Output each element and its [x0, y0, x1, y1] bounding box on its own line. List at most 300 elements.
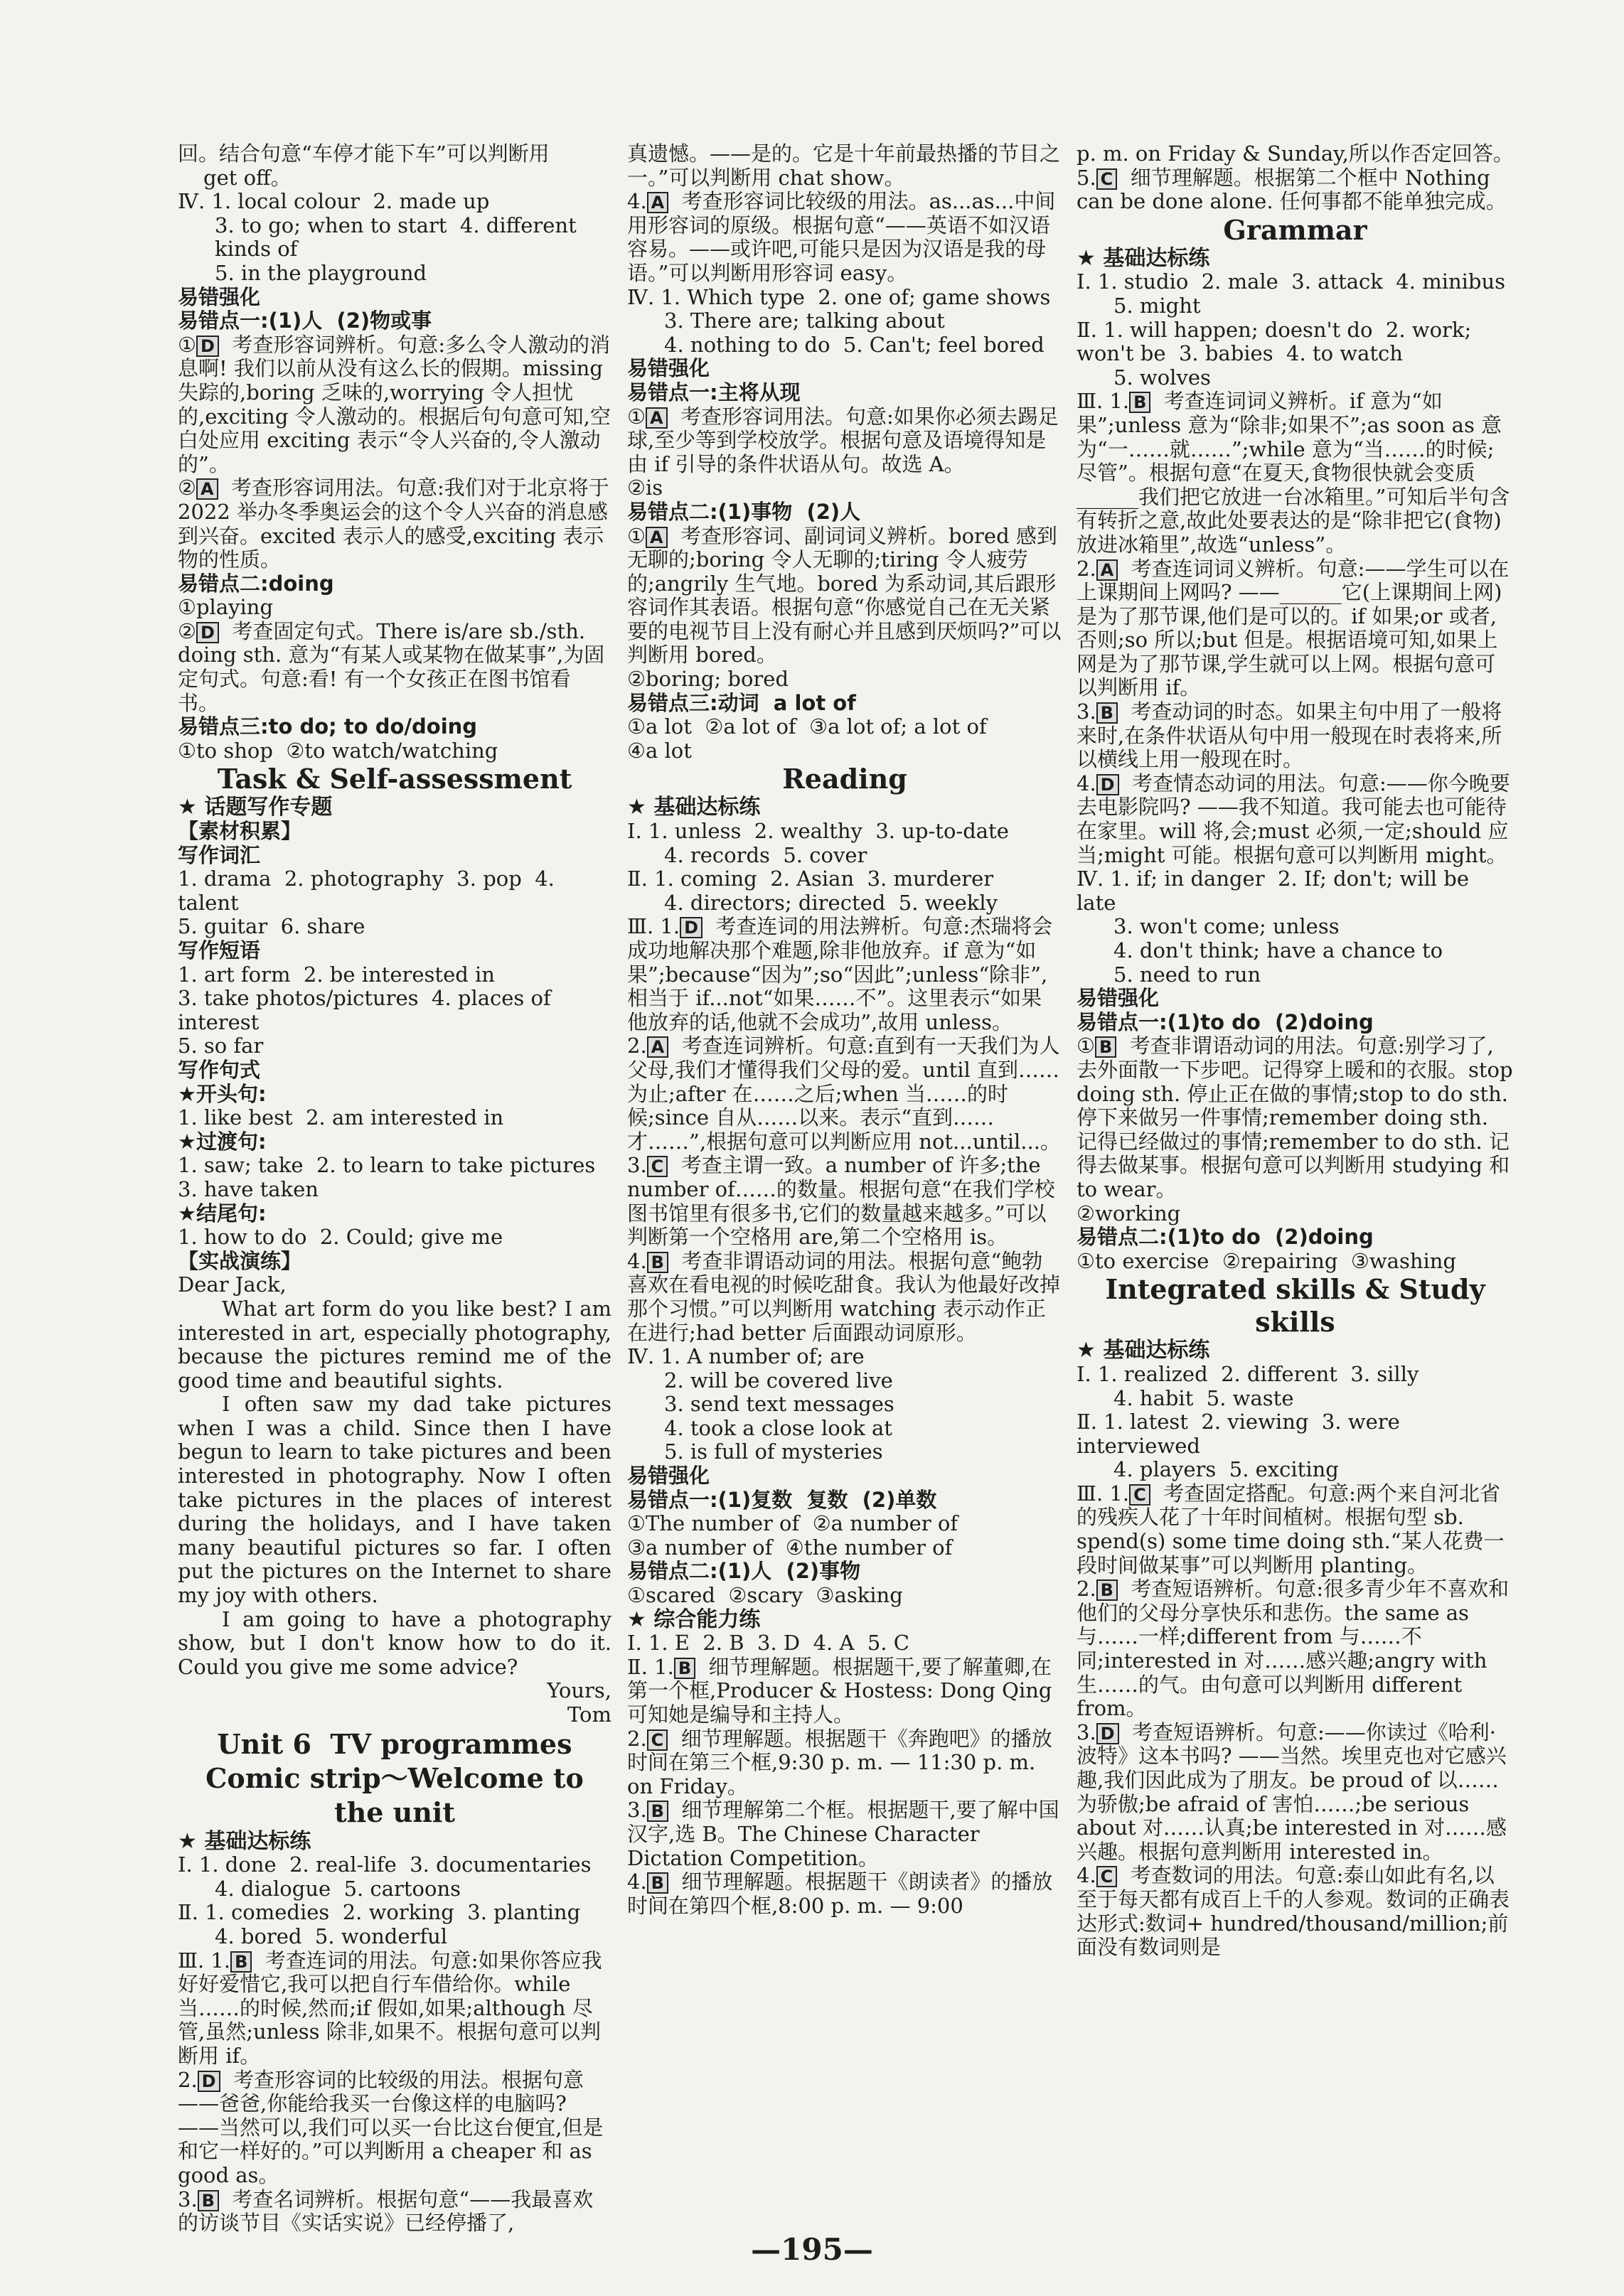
line-text: 易错点三:to do; to do/doing: [178, 714, 478, 739]
text-line: [1077, 1250, 1514, 1274]
answer-letter-box: D: [680, 917, 703, 938]
text-line: [1077, 1458, 1514, 1482]
text-line: [178, 1606, 619, 1680]
answer-letter-box: B: [647, 1252, 668, 1273]
line-text: 基础达标练: [653, 795, 761, 820]
answer-letter-box: B: [647, 1872, 668, 1894]
line-text: 2. will be covered live: [664, 1368, 893, 1393]
explanation-text: 细节理解题。根据题干《奔跑吧》的播放时间在第三个框,9:30 p. m. — 11:30 p. m. on Friday。: [627, 1726, 1052, 1798]
text-line: [627, 1345, 1062, 1369]
text-line: [1077, 1273, 1514, 1339]
text-line: [627, 820, 1062, 844]
line-text: Ⅲ. 1.: [1077, 389, 1130, 414]
text-line: [178, 1761, 611, 1830]
line-text: 4. dialogue 5. cartoons: [215, 1876, 461, 1901]
line-text: ★开头句:: [178, 1081, 267, 1106]
text-line: [1077, 915, 1514, 939]
text-line: [178, 1392, 619, 1608]
text-line: [1077, 366, 1514, 390]
line-text: 话题写作专题: [204, 795, 333, 820]
answer-letter-box: B: [230, 1951, 252, 1973]
text-line: [1077, 166, 1514, 214]
explanation-text: 考查固定搭配。句意:两个来自河北省的残疾人花了十年时间植树。根据句型 sb. spend(s) some time doing sth.“某人花费一段时间做某事”可以判断用 planting。: [1077, 1481, 1505, 1577]
text-line: [627, 190, 1062, 285]
line-text: Ⅲ. 1.: [178, 1948, 231, 1973]
line-text: 真遗憾。——是的。它是十年前最热播的节目之一。”可以判断用 chat show。: [627, 141, 1061, 190]
text-line: [178, 1202, 611, 1226]
line-text: 基础达标练: [1103, 1338, 1210, 1363]
text-line: [627, 1798, 1062, 1870]
text-line: [178, 309, 611, 333]
line-text: 2.: [1077, 556, 1096, 581]
text-line: [178, 2188, 611, 2236]
line-text: ①The number of ②a number of: [627, 1511, 958, 1536]
line-text: ③a number of ④the number of: [627, 1535, 953, 1560]
line-text: ①to exercise ②repairing ③washing: [1077, 1248, 1457, 1273]
explanation-text: 细节理解题。根据第二个框中 Nothing can be done alone. 任何事都不能单独完成。: [1077, 165, 1507, 214]
answer-letter-box: C: [1096, 168, 1118, 190]
answer-letter-box: C: [1129, 1484, 1150, 1506]
text-line: [178, 1250, 611, 1274]
text-line: [178, 572, 611, 596]
line-text: 1. art form 2. be interested in: [178, 962, 495, 987]
text-line: [627, 739, 1062, 763]
explanation-text: 细节理解题。根据题干《朗读者》的播放时间在第四个框,8:00 p. m. — 9:00: [627, 1869, 1053, 1918]
line-text: Ⅰ. 1. realized 2. different 3. silly: [1077, 1361, 1419, 1386]
text-line: [1077, 557, 1514, 701]
line-text: ★结尾句:: [178, 1201, 267, 1225]
answer-letter-box: C: [647, 1156, 668, 1177]
explanation-text: 考查短语辨析。句意:很多青少年不喜欢和他们的父母分享快乐和悲伤。the same as 与……一样;different from 与……不同;interested in 对……感兴趣;angry with 生……的气。由句意可以判断用 different from。: [1077, 1577, 1510, 1721]
text-line: [178, 963, 611, 987]
text-line: [178, 820, 611, 844]
line-text: 易错强化: [1077, 986, 1160, 1011]
line-text: I often saw my dad take pictures when I was a child. Since then I have begun to learn to take pictures and been interested in photography. Now I often take pictures in the places of interest during the holidays, and I have taken many beautiful pictures so far. I often put the pictures on the Internet to share my joy with others.: [178, 1392, 619, 1608]
text-line: [178, 1877, 611, 1901]
line-text: 3.: [627, 1798, 647, 1823]
explanation-text: 考查形容词比较级的用法。as...as...中间用形容词的原级。根据句意“——英语不如汉语容易。——或许吧,可能只是因为汉语是我的母语。”可以判断用形容词 easy。: [627, 189, 1056, 285]
line-text: 3. take photos/pictures 4. places of interest: [178, 986, 557, 1034]
line-text: 4. nothing to do 5. Can't; feel bored: [664, 332, 1045, 357]
text-line: [1077, 987, 1514, 1011]
answer-letter-box: B: [1096, 1579, 1118, 1601]
text-line: [627, 476, 1062, 500]
text-line: [178, 1225, 611, 1250]
text-line: [1077, 1034, 1519, 1201]
answer-letter-box: A: [646, 407, 668, 429]
line-text: 易错强化: [627, 356, 710, 381]
line-text: Ⅰ. 1. unless 2. wealthy 3. up-to-date: [627, 819, 1009, 844]
text-line: [627, 286, 1062, 310]
line-text: 5. so far: [178, 1034, 264, 1058]
text-line: [178, 1106, 611, 1130]
text-line: [627, 1631, 1062, 1656]
text-line: [627, 1034, 1062, 1154]
text-line: [178, 939, 611, 963]
text-line: [1077, 1864, 1514, 1959]
line-text: Ⅱ. 1. will happen; doesn't do 2. work; won't be 3. babies 4. to watch: [1077, 317, 1478, 366]
line-text: 综合能力练: [653, 1606, 761, 1632]
text-line: [178, 2069, 611, 2188]
text-line: [1077, 270, 1514, 294]
text-line: [627, 333, 1062, 358]
explanation-text: 考查主谓一致。a number of 许多;the number of……的数量。根据句意“在我们学校图书馆里有很多书,它们的数量越来越多。”可以判断第一个空格用 are,第二个空格用 is。: [627, 1153, 1055, 1250]
line-text: Ⅱ. 1. coming 2. Asian 3. murderer: [627, 867, 994, 891]
explanation-text: 考查连词辨析。句意:直到有一天我们为人父母,我们才懂得我们父母的爱。until 直到……为止;after 在……之后;when 当……的时候;since 自从……以来。表示“直到……才……”,根据句意可以判断应用 not...until...。: [627, 1034, 1061, 1154]
text-line: [627, 309, 1062, 333]
line-text: ②working: [1077, 1201, 1181, 1225]
line-text: 4.: [1077, 1863, 1096, 1888]
text-line: [1077, 867, 1514, 915]
line-text: 易错点二:(1)to do (2)doing: [1077, 1225, 1374, 1250]
line-text: 3.: [1077, 699, 1096, 724]
line-text: ①scared ②scary ③asking: [627, 1583, 903, 1608]
line-text: 4. don't think; have a chance to: [1113, 938, 1443, 962]
text-line: [627, 142, 1062, 190]
line-text: 易错强化: [627, 1464, 710, 1488]
text-line: [178, 286, 611, 310]
line-text: I am going to have a photography show, but I don't know how to do it. Could you give me some advice?: [178, 1606, 619, 1679]
line-text: 4.: [627, 1869, 647, 1894]
text-line: [627, 1440, 1062, 1464]
text-line: [1077, 1387, 1514, 1411]
line-text: 3. have taken: [178, 1176, 319, 1201]
text-line: [178, 476, 616, 572]
line-text: 3.: [1077, 1720, 1096, 1744]
text-line: [1077, 142, 1514, 166]
text-line: [627, 1870, 1062, 1918]
line-text: 5. in the playground: [215, 260, 427, 285]
line-text: Ⅱ. 1. comedies 2. working 3. planting: [178, 1900, 581, 1925]
text-line: [1077, 963, 1514, 987]
line-text: 易错点一:(1)人 (2)物或事: [178, 309, 432, 333]
text-line: [178, 1083, 611, 1107]
line-text: Ⅳ. 1. A number of; are: [627, 1344, 865, 1369]
column-middle: [627, 142, 1062, 1918]
text-line: [1077, 1225, 1514, 1250]
explanation-text: 考查动词的时态。如果主句中用了一般将来时,在条件状语从句中用一般现在时表将来,所以横线上用一般现在时。: [1077, 699, 1502, 772]
text-line: [627, 692, 1062, 716]
line-text: ①playing: [178, 595, 274, 620]
line-text: 5.: [1077, 165, 1096, 190]
line-text: 3. to go; when to start 4. different kinds of: [215, 213, 583, 262]
text-line: [178, 987, 611, 1034]
line-text: 易错点一:(1)复数 复数 (2)单数: [627, 1487, 937, 1512]
text-line: [178, 333, 611, 477]
text-line: [627, 1608, 1062, 1632]
line-text: 4. bored 5. wonderful: [215, 1924, 448, 1948]
text-line: [178, 867, 611, 915]
text-line: [627, 1417, 1062, 1441]
explanation-text: 考查连词的用法。句意:如果你答应我好好爱惜它,我可以把自行车借给你。while 当……的时候,然而;if 假如,如果;although 尽管,虽然;unless 除非,如果不。根据句意可以判断用 if。: [178, 1948, 602, 2068]
line-text: ①: [1077, 1034, 1095, 1058]
text-line: [1077, 700, 1514, 772]
text-line: [627, 357, 1062, 381]
line-text: 【素材积累】: [178, 819, 302, 844]
text-line: [178, 739, 611, 763]
text-line: [178, 1034, 611, 1058]
line-text: 3.: [178, 2187, 198, 2211]
line-text: Ⅱ. 1.: [627, 1654, 674, 1679]
line-text: 4. directors; directed 5. weekly: [664, 890, 998, 915]
line-text: 3. send text messages: [664, 1392, 894, 1417]
text-line: [1077, 1721, 1514, 1865]
line-text: 1. how to do 2. Could; give me: [178, 1225, 503, 1250]
text-line: [627, 763, 1062, 795]
text-line: [1077, 1339, 1514, 1363]
text-line: [178, 715, 611, 739]
text-line: [627, 500, 1062, 525]
text-line: [178, 166, 611, 191]
text-line: [1077, 294, 1514, 318]
explanation-text: 考查连词词义辨析。句意:——学生可以在上课期间上网吗? ——______它(上课期间上网)是为了那节课,他们是可以的。if 如果;or 或者,否则;so 所以;but 但是。根据语境可知,如果上网是为了那节课,学生就可以上网。根据句意可以判断用 if。: [1077, 556, 1510, 700]
line-text: ②boring; bored: [627, 667, 789, 692]
line-text: 易错点二:doing: [178, 571, 334, 596]
text-line: [627, 867, 1062, 891]
line-text: 易错点一:(1)to do (2)doing: [1077, 1009, 1374, 1034]
text-line: [178, 596, 611, 620]
line-text: ★过渡句:: [178, 1129, 267, 1154]
text-line: [1077, 1410, 1514, 1458]
line-text: 4.: [627, 1248, 647, 1273]
line-text: 写作词汇: [178, 842, 261, 867]
text-line: [178, 844, 611, 868]
explanation-text: 考查短语辨析。句意:——你读过《哈利·波特》这本书吗? ——当然。埃里克也对它感兴趣,我们因此成为了朋友。be proud of 以……为骄傲;be afraid of 害怕……;be serious about 对……认真;be interested in 对……感兴趣。根据句意判断用 interested in。: [1077, 1720, 1507, 1864]
explanation-text: 考查数词的用法。句意:泰山如此有名,以至于每天都有成百上千的人参观。数词的正确表达形式:数词+ hundred/thousand/million;前面没有数词则是: [1077, 1863, 1510, 1960]
line-text: 4. habit 5. waste: [1113, 1385, 1294, 1410]
line-text: 易错点二:(1)事物 (2)人: [627, 499, 861, 524]
line-text: 3. won't come; unless: [1113, 914, 1340, 939]
explanation-text: 考查名词辨析。根据句意“——我最喜欢的访谈节目《实话实说》已经停播了,: [178, 2187, 594, 2236]
answer-letter-box: B: [674, 1658, 695, 1679]
answer-letter-box: B: [1129, 392, 1150, 413]
text-line: [627, 381, 1062, 405]
line-text: 3. There are; talking about: [664, 309, 945, 333]
text-line: [627, 667, 1062, 692]
line-text: 基础达标练: [1103, 245, 1210, 271]
line-text: 2.: [178, 2067, 198, 2092]
text-line: [627, 795, 1062, 820]
explanation-text: 考查形容词、副词词义辨析。bored 感到无聊的;boring 令人无聊的;tiring 令人疲劳的;angrily 生气地。bored 为系动词,其后跟形容词作其表语。根据句意“你感觉自己在无关紧要的电视节目上没有耐心并且感到厌烦吗?”可以判断用 bored。: [627, 523, 1062, 667]
text-line: [178, 1727, 611, 1761]
explanation-text: 考查非谓语动词的用法。句意:别学习了,去外面散一下步吧。记得穿上暖和的衣服。stop doing sth. 停止正在做的事情;stop to do sth. 停下来做另一件事情;remember doing sth. 记得已经做过的事情;remember to do sth. 记得去做某事。根据句意可以判断用 studying 和 to wear。: [1077, 1034, 1519, 1201]
text-line: [178, 262, 611, 286]
line-text: What art form do you like best? I am interested in art, especially photography, because the pictures remind me of the good time and beautiful sights.: [178, 1296, 619, 1393]
answer-letter-box: D: [198, 2071, 220, 2092]
answer-letter-box: B: [198, 2190, 219, 2211]
explanation-text: 考查连词词义辨析。if 意为“如果”;unless 意为“除非;如果不”;as soon as 意为“一……就……”;while 意为“当……的时候;尽管”。根据句意“在夏天,食物很快就会变质______我们把它放进一台冰箱里。”可知后半句含有转折之意,故此处要表达的是“除非把它(食物)放进冰箱里”,故选“unless”。: [1077, 389, 1510, 557]
explanation-text: 考查形容词辨析。句意:多么令人激动的消息啊! 我们以前从没有这么长的假期。missing 失踪的,boring 乏味的,worrying 令人担忧的,exciting 令人激动的。根据后句句意可知,空白处应用 exciting 表示“令人兴奋的,令人激动的”。: [178, 332, 611, 476]
line-text: ①a lot ②a lot of ③a lot of; a lot of: [627, 714, 987, 739]
line-text: 2.: [1077, 1577, 1096, 1602]
line-text: 2.: [627, 1726, 647, 1751]
text-line: [627, 1154, 1062, 1249]
line-text: Integrated skills & Study skills: [1105, 1273, 1495, 1339]
page-number: —195—: [751, 2232, 873, 2267]
text-line: [627, 891, 1062, 916]
line-text: 回。结合句意“车停才能下车”可以判断用: [178, 141, 550, 166]
text-line: [1077, 772, 1514, 867]
line-text: 易错点三:动词 a lot of: [627, 690, 856, 715]
explanation-text: 细节理解第二个框。根据题干,要了解中国汉字,选 B。The Chinese Character Dictation Competition。: [627, 1798, 1059, 1870]
text-line: [627, 1250, 1062, 1345]
line-text: 易错点一:主将从现: [627, 380, 801, 404]
text-line: [627, 1560, 1062, 1584]
explanation-text: 考查连词的用法辨析。句意:杰瑞将会成功地解决那个难题,除非他放弃。if 意为“如果”;because“因为”;so“因此”;unless“除非”,相当于 if...not“如果……不”。这里表示“如果他放弃的话,他就不会成功”,故用 unless。: [627, 914, 1053, 1034]
explanation-text: 考查固定句式。There is/are sb./sth. doing sth. 意为“有某人或某物在做某事”,为固定句式。句意:看! 有一个女孩正在图书馆看书。: [178, 618, 605, 715]
text-line: [627, 1369, 1062, 1393]
text-line: [1077, 1363, 1514, 1387]
text-line: [178, 1949, 611, 2069]
text-line: [1077, 214, 1514, 247]
line-text: get off。: [203, 165, 292, 190]
answer-letter-box: B: [1096, 702, 1118, 724]
text-line: [627, 1727, 1062, 1799]
line-text: 4. records 5. cover: [664, 842, 867, 867]
text-line: [178, 915, 611, 939]
answer-letter-box: C: [1096, 1866, 1118, 1887]
line-text: 1. drama 2. photography 3. pop 4. talent: [178, 867, 562, 915]
line-text: ①to shop ②to watch/watching: [178, 738, 498, 763]
line-text: 易错强化: [178, 284, 261, 309]
line-text: Ⅳ. 1. local colour 2. made up: [178, 189, 490, 214]
text-line: [1077, 318, 1514, 366]
explanation-text: 细节理解题。根据题干,要了解董卿,在第一个框,Producer & Hostess: Dong Qing 可知她是编导和主持人。: [627, 1654, 1059, 1727]
line-text: 5. is full of mysteries: [664, 1439, 883, 1464]
answer-letter-box: C: [647, 1729, 668, 1751]
text-line: [178, 620, 611, 715]
line-text: 5. guitar 6. share: [178, 914, 365, 939]
text-line: [627, 915, 1062, 1034]
line-text: Task & Self-assessment: [217, 763, 572, 795]
answer-letter-box: D: [196, 622, 219, 643]
line-text: Yours,: [547, 1678, 611, 1703]
answer-letter-box: A: [196, 478, 218, 500]
line-text: Dear Jack,: [178, 1272, 287, 1297]
text-line: [1077, 1011, 1514, 1035]
line-text: Unit 6 TV programmes: [217, 1727, 572, 1760]
line-text: ①: [627, 523, 646, 548]
line-text: Ⅰ. 1. studio 2. male 3. attack 4. minibus: [1077, 269, 1506, 294]
text-line: [178, 1154, 611, 1178]
text-line: [178, 1901, 611, 1925]
text-line: [178, 1830, 611, 1854]
line-text: Tom: [567, 1702, 611, 1727]
line-text: Reading: [782, 763, 907, 795]
text-line: [1077, 1482, 1514, 1577]
text-line: [627, 1464, 1062, 1488]
line-text: 4.: [1077, 771, 1096, 795]
text-line: [178, 1130, 611, 1154]
line-text: ②: [178, 476, 196, 500]
text-line: [178, 763, 611, 795]
line-text: Ⅳ. 1. Which type 2. one of; game shows: [627, 284, 1051, 309]
line-text: p. m. on Friday & Sunday,所以作否定回答。: [1077, 141, 1514, 166]
line-text: Ⅱ. 1. latest 2. viewing 3. were interviewed: [1077, 1410, 1406, 1458]
text-line: [178, 1178, 611, 1202]
column-right: [1077, 141, 1519, 1960]
text-line: [1077, 1577, 1514, 1721]
text-line: [178, 1703, 611, 1727]
text-line: [178, 190, 611, 214]
text-line: [627, 1656, 1062, 1727]
answer-letter-box: A: [647, 1036, 669, 1058]
text-line: [178, 795, 611, 820]
text-line: [178, 1853, 611, 1877]
text-line: [178, 1058, 611, 1083]
text-line: [627, 1393, 1062, 1417]
text-line: [178, 1679, 611, 1703]
line-text: Ⅰ. 1. done 2. real-life 3. documentaries: [178, 1852, 592, 1877]
answer-letter-box: A: [647, 192, 669, 213]
answer-letter-box: B: [647, 1801, 668, 1822]
explanation-text: 考查情态动词的用法。句意:——你今晚要去电影院吗? ——我不知道。我可能去也可能待在家里。will 将,会;must 必须,一定;should 应当;might 可能。根据句意可以判断用 might。: [1077, 771, 1510, 867]
text-line: [627, 405, 1062, 477]
explanation-text: 考查形容词用法。句意:如果你必须去踢足球,至少等到学校放学。根据句意及语境得知是由 if 引导的条件状语从句。故选 A。: [627, 404, 1059, 476]
explanation-text: 考查非谓语动词的用法。根据句意“鲍勃喜欢在看电视的时候吃甜食。我认为他最好改掉那个习惯。”可以判断用 watching 表示动作正在进行;had better 后面跟动词原形。: [627, 1248, 1061, 1345]
text-line: [627, 715, 1062, 739]
text-line: [1077, 1202, 1514, 1226]
line-text: 5. might: [1113, 293, 1201, 318]
line-text: Ⅳ. 1. if; in danger 2. If; don't; will be late: [1077, 867, 1476, 915]
line-text: 1. saw; take 2. to learn to take pictures: [178, 1153, 596, 1178]
line-text: 3.: [627, 1153, 647, 1178]
line-text: 5. wolves: [1113, 365, 1211, 390]
text-line: [178, 1296, 619, 1393]
text-line: [627, 1512, 1062, 1536]
line-text: ④a lot: [627, 738, 692, 763]
answer-letter-box: D: [1096, 774, 1119, 795]
line-text: ②: [178, 618, 196, 643]
explanation-text: 考查形容词用法。句意:我们对于北京将于 2022 举办冬季奥运会的这个令人兴奋的消息感到兴奋。excited 表示人的感受,exciting 表示物的性质。: [178, 476, 616, 572]
explanation-text: 考查形容词的比较级的用法。根据句意——爸爸,你能给我买一台像这样的电脑吗? ——当然可以,我们可以买一台比这台便宜,但是和它一样好的。”可以判断用 a cheaper 和 as good as。: [178, 2067, 604, 2187]
text-line: [178, 142, 611, 166]
text-line: [1077, 939, 1514, 963]
line-text: ①: [178, 332, 196, 357]
line-text: 易错点二:(1)人 (2)事物: [627, 1559, 861, 1584]
line-text: Ⅲ. 1.: [1077, 1481, 1130, 1506]
line-text: 2.: [627, 1034, 647, 1058]
text-line: [178, 1273, 611, 1297]
answer-letter-box: D: [1096, 1723, 1119, 1744]
answer-letter-box: B: [1095, 1036, 1116, 1058]
line-text: 写作句式: [178, 1057, 261, 1082]
column-left: [178, 141, 619, 2236]
text-line: [627, 1536, 1062, 1560]
line-text: 4. players 5. exciting: [1113, 1457, 1339, 1482]
line-text: ②is: [627, 476, 663, 500]
line-text: Ⅲ. 1.: [627, 914, 680, 939]
line-text: 4. took a close look at: [664, 1415, 892, 1440]
line-text: ①: [627, 404, 646, 429]
text-line: [627, 844, 1062, 868]
text-line: [627, 1488, 1062, 1513]
text-line: [178, 214, 611, 262]
line-text: Ⅰ. 1. E 2. B 3. D 4. A 5. C: [627, 1631, 909, 1656]
text-line: [1077, 247, 1514, 271]
line-text: 4.: [627, 189, 647, 214]
text-line: [178, 1925, 611, 1949]
line-text: 基础达标练: [204, 1828, 311, 1854]
line-text: 1. like best 2. am interested in: [178, 1105, 504, 1130]
line-text: Comic strip～Welcome to the unit: [205, 1761, 594, 1828]
line-text: 5. need to run: [1113, 962, 1261, 987]
line-text: 写作短语: [178, 938, 261, 962]
line-text: Grammar: [1223, 213, 1367, 246]
answer-letter-box: D: [196, 336, 219, 357]
answer-letter-box: A: [646, 527, 668, 548]
line-text: 【实战演练】: [178, 1248, 302, 1273]
